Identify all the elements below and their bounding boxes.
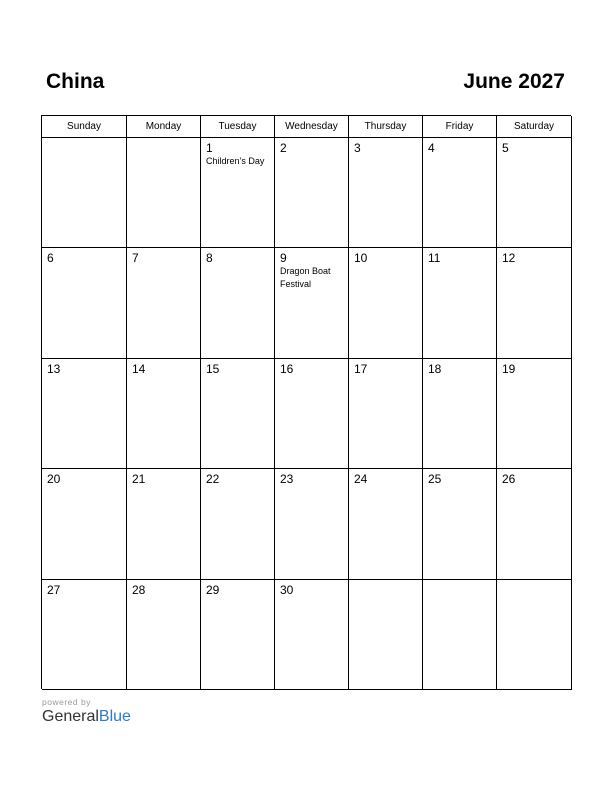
day-number: 12: [502, 251, 516, 266]
weekday-friday: Friday: [423, 116, 497, 138]
day-number: 2: [280, 141, 287, 155]
weeks-container: [42, 138, 571, 690]
day-cell: [127, 469, 201, 579]
day-cell: [42, 359, 127, 469]
day-cell: [127, 359, 201, 469]
day-number: 15: [206, 361, 220, 376]
week-row: [42, 248, 571, 358]
day-cell: [349, 138, 423, 248]
day-cell: [42, 248, 127, 358]
day-cell: [423, 138, 497, 248]
day-cell: [127, 248, 201, 358]
day-number: 20: [47, 472, 61, 487]
day-cell: [201, 138, 275, 248]
day-number: 19: [502, 361, 516, 376]
weekday-monday: Monday: [127, 116, 201, 138]
weekday-thursday: Thursday: [349, 116, 423, 138]
day-cell: [201, 359, 275, 469]
day-number: 16: [280, 361, 294, 376]
day-number: 6: [47, 251, 54, 266]
day-cell: [497, 138, 572, 248]
day-cell: [201, 580, 275, 690]
weekday-tuesday: Tuesday: [201, 116, 275, 138]
day-cell: [42, 580, 127, 690]
day-number: 1: [206, 141, 213, 155]
day-cell: [42, 469, 127, 579]
day-cell: [201, 248, 275, 358]
holiday-label: Dragon Boat Festival: [280, 266, 331, 290]
day-number: 3: [354, 141, 361, 155]
day-cell: [349, 580, 423, 690]
brand-name-general: General: [42, 708, 99, 725]
day-number: 13: [47, 361, 61, 376]
week-row: [42, 359, 571, 469]
day-cell: [127, 580, 201, 690]
month-year-title: June 2027: [463, 70, 565, 93]
day-cell: [497, 359, 572, 469]
day-number: 11: [428, 251, 441, 266]
day-number: 29: [206, 582, 220, 597]
day-cell: [275, 248, 349, 358]
day-cell: [275, 469, 349, 579]
day-number: 21: [132, 472, 146, 487]
day-cell: [497, 248, 572, 358]
week-row: [42, 138, 571, 248]
day-number: 9: [280, 251, 287, 266]
weekday-sunday: Sunday: [42, 116, 127, 138]
day-number: 4: [428, 141, 435, 155]
day-cell: [423, 359, 497, 469]
day-number: 28: [132, 582, 146, 597]
brand-footer: [42, 697, 131, 726]
day-cell: [275, 359, 349, 469]
day-cell: [423, 580, 497, 690]
day-number: 18: [428, 361, 442, 376]
day-cell: [423, 469, 497, 579]
day-number: 26: [502, 472, 516, 487]
brand-name-blue: Blue: [98, 708, 131, 725]
day-number: 8: [206, 251, 213, 266]
day-cell: [497, 469, 572, 579]
day-number: 7: [132, 251, 139, 266]
day-number: 30: [280, 582, 294, 597]
week-row: [42, 580, 571, 690]
day-cell: [275, 580, 349, 690]
day-number: 5: [502, 141, 509, 155]
weekday-saturday: Saturday: [497, 116, 572, 138]
day-number: 10: [354, 251, 368, 266]
day-number: 24: [354, 472, 368, 487]
day-cell: [42, 138, 127, 248]
brand-logo: [42, 708, 131, 726]
day-cell: [275, 138, 349, 248]
day-cell: [201, 469, 275, 579]
country-title: China: [46, 70, 105, 93]
holiday-label: Children’s Day: [206, 156, 265, 166]
day-number: 25: [428, 472, 442, 487]
day-cell: [423, 248, 497, 358]
day-cell: [497, 580, 572, 690]
day-number: 17: [354, 361, 368, 376]
day-cell: [127, 138, 201, 248]
day-cell: [349, 469, 423, 579]
powered-by-text: powered by: [42, 697, 91, 707]
day-number: 14: [132, 361, 146, 376]
day-number: 22: [206, 472, 220, 487]
day-cell: [349, 248, 423, 358]
calendar-grid: [41, 115, 571, 689]
day-number: 27: [47, 582, 61, 597]
weekday-header-row: [42, 116, 571, 138]
day-cell: [349, 359, 423, 469]
week-row: [42, 469, 571, 579]
weekday-wednesday: Wednesday: [275, 116, 349, 138]
day-number: 23: [280, 472, 294, 487]
